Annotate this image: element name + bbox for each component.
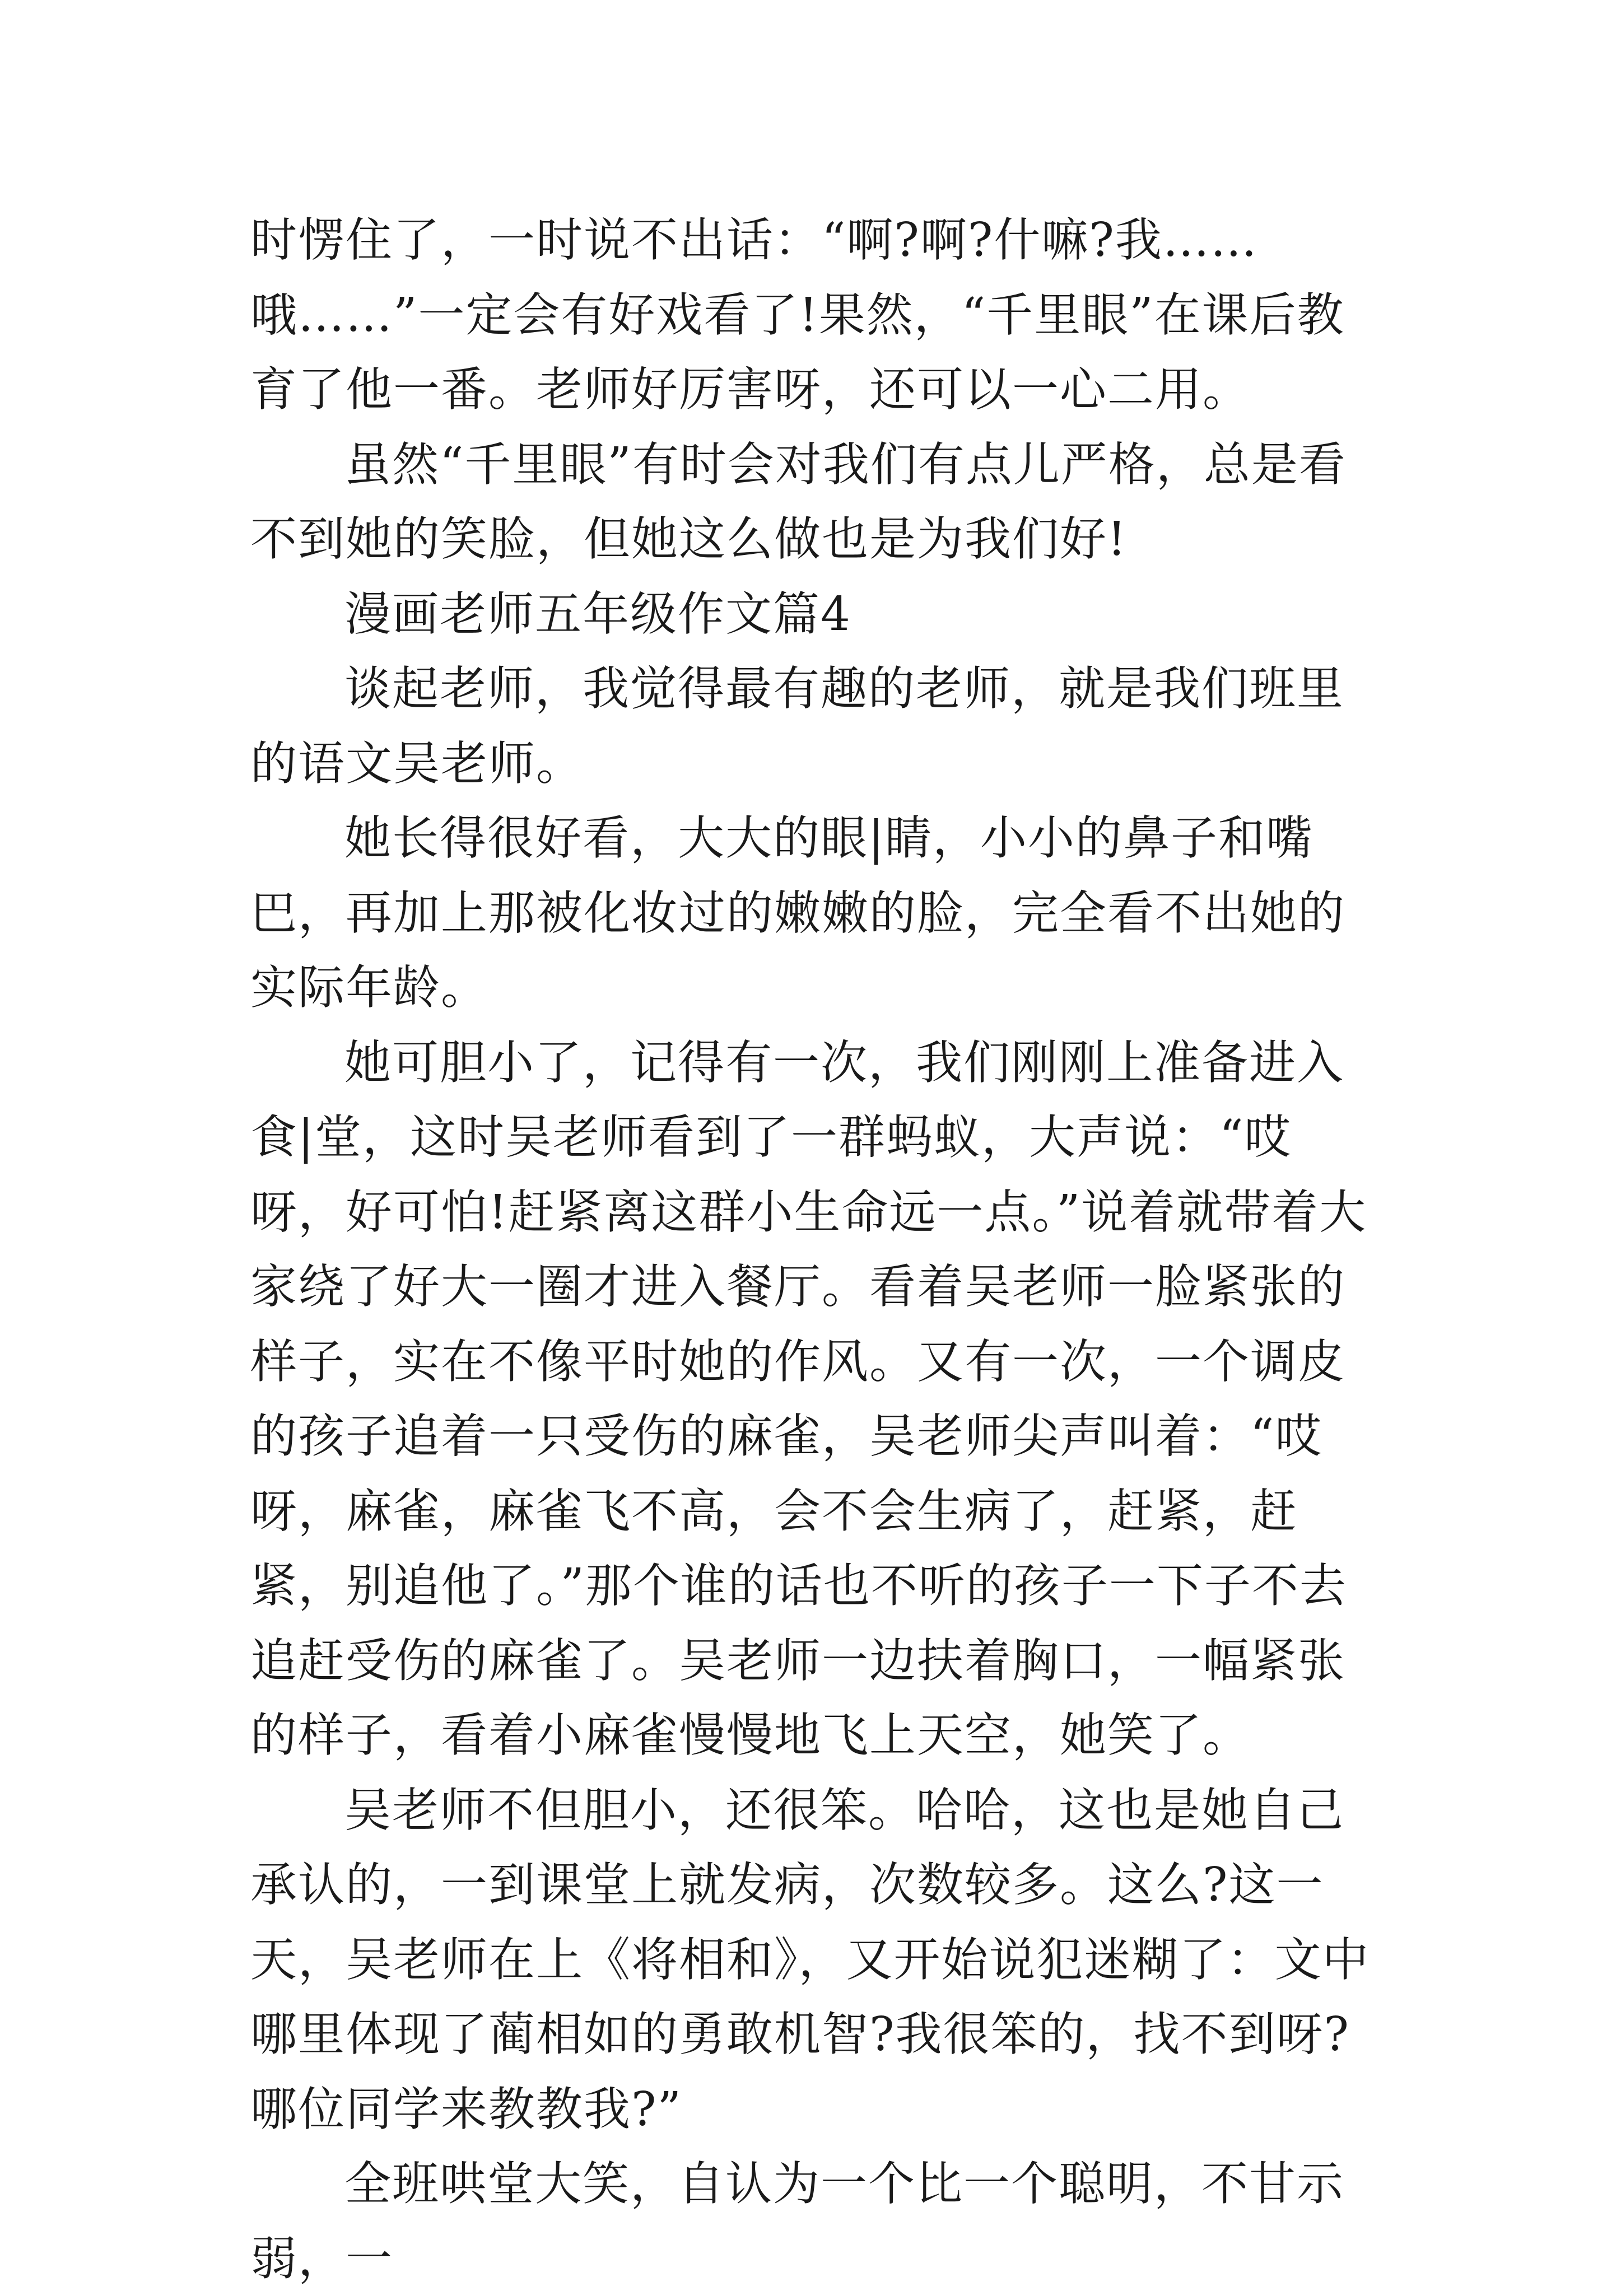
document-body <box>250 203 1376 2296</box>
section-heading: 漫画老师五年级作文篇4 <box>344 586 851 641</box>
paragraph-continuation: 时愣住了，一时说不出话：“啊?啊?什嘛?我……哦……”一定会有好戏看了!果然，“千里眼”在课后教育了他一番。老师好厉害呀，还可以一心二用。 <box>250 213 1345 417</box>
paragraph: 谈起老师，我觉得最有趣的老师，就是我们班里的语文吴老师。 <box>250 661 1344 791</box>
paragraph: 她长得很好看，大大的眼|睛，小小的鼻子和嘴巴，再加上那被化妆过的嫩嫩的脸，完全看不出她的实际年龄。 <box>250 811 1345 1015</box>
paragraph: 她可胆小了，记得有一次，我们刚刚上准备进入食|堂，这时吴老师看到了一群蚂蚁，大声说：“哎呀，好可怕!赶紧离这群小生命远一点。”说着就带着大家绕了好大一圈才进入餐厅。看着吴老师一脸紧张的样子，实在不像平时她的作风。又有一次，一个调皮的孩子追着一只受伤的麻雀，吴老师尖声叫着：“哎呀，麻雀，麻雀飞不高，会不会生病了，赶紧，赶紧，别追他了。”那个谁的话也不听的孩子一下子不去追赶受伤的麻雀了。吴老师一边扶着胸口，一幅紧张的样子，看着小麻雀慢慢地飞上天空，她笑了。 <box>250 1035 1367 1762</box>
paragraph-partial: 全班哄堂大笑，自认为一个比一个聪明，不甘示弱，一 <box>250 2157 1344 2286</box>
paragraph: 吴老师不但胆小，还很笨。哈哈，这也是她自己承认的，一到课堂上就发病，次数较多。这么?这一天，吴老师在上《将相和》，又开始说犯迷糊了：文中哪里体现了蔺相如的勇敢机智?我很笨的，找不到呀?哪位同学来教教我?” <box>250 1782 1370 2136</box>
paragraph: 虽然“千里眼”有时会对我们有点儿严格，总是看不到她的笑脸，但她这么做也是为我们好! <box>250 437 1347 566</box>
